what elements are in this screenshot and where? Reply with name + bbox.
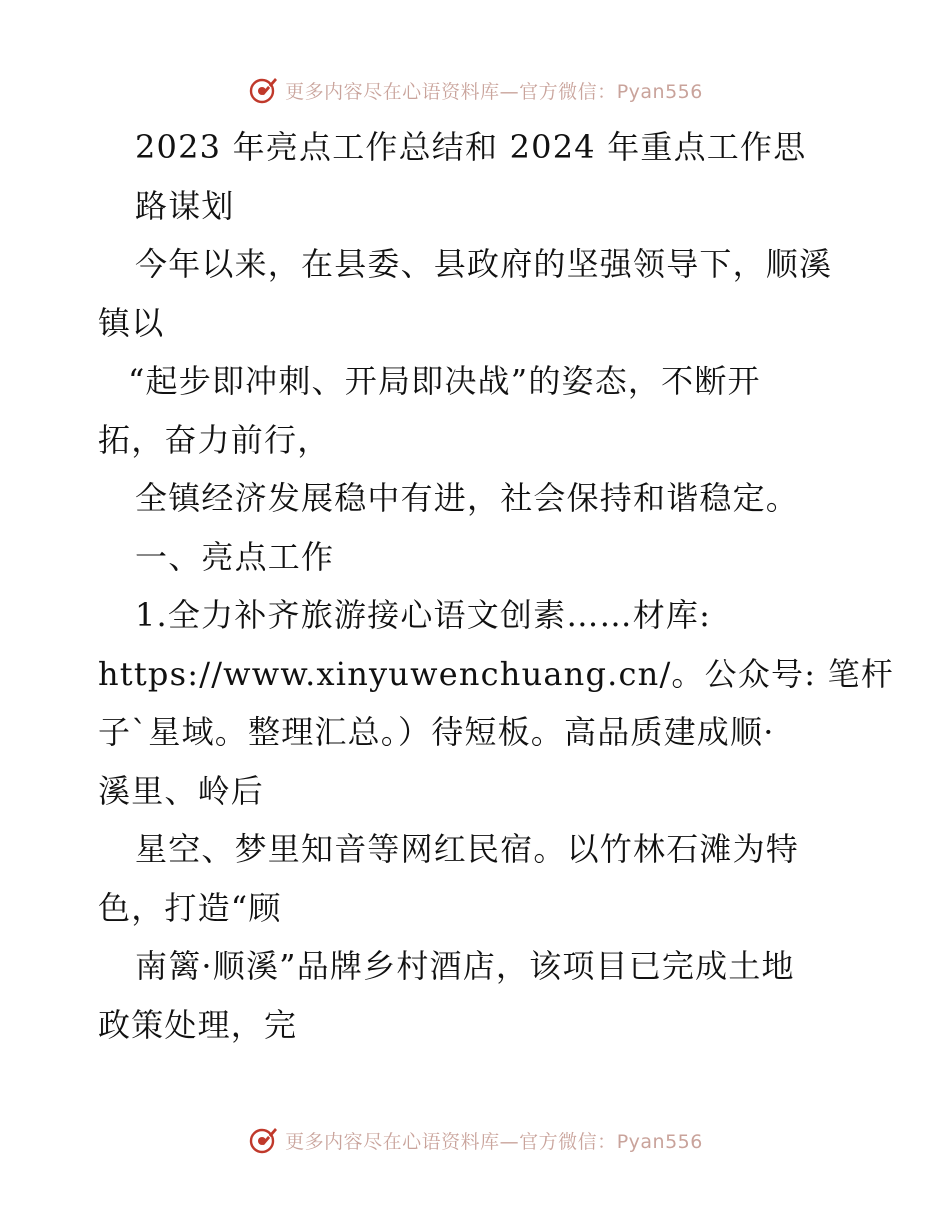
paragraph-line: 色，打造“顾 xyxy=(98,888,282,927)
paragraph-line: 南篱·顺溪”品牌乡村酒店，该项目已完成土地 xyxy=(135,947,795,985)
paragraph-line: 子`星域。整理汇总。）待短板。高品质建成顺· xyxy=(98,713,775,751)
watermark-wechat-label: 官方微信： xyxy=(519,80,617,103)
footer-watermark xyxy=(0,1120,950,1160)
paragraph-line: 全镇经济发展稳中有进，社会保持和谐稳定。 xyxy=(135,479,800,517)
watermark-separator: — xyxy=(499,80,520,103)
watermark-slogan: 更多内容尽在心语资料库 xyxy=(285,80,500,103)
watermark-text xyxy=(285,1127,703,1154)
paragraph-line: 拓，奋力前行， xyxy=(98,420,331,459)
quill-circle-logo-icon xyxy=(247,1124,279,1156)
title-line-2: 路谋划 xyxy=(135,186,235,225)
paragraph-line: 政策处理，完 xyxy=(98,1005,298,1044)
paragraph-line: 镇以 xyxy=(98,303,165,342)
watermark-text xyxy=(285,77,703,104)
header-watermark xyxy=(0,70,950,110)
document-body xyxy=(98,118,894,1054)
paragraph-line: 今年以来，在县委、县政府的坚强领导下，顺溪 xyxy=(135,245,833,283)
watermark-separator: — xyxy=(499,1130,520,1153)
watermark-wechat-label: 官方微信： xyxy=(519,1130,617,1153)
paragraph-line: “起步即冲刺、开局即决战”的姿态，不断开 xyxy=(128,362,761,400)
section-heading: 一、亮点工作 xyxy=(135,537,335,576)
paragraph-line: 星空、梦里知音等网红民宿。以竹林石滩为特 xyxy=(135,830,800,868)
paragraph-line: 溪里、岭后 xyxy=(98,771,265,810)
watermark-slogan: 更多内容尽在心语资料库 xyxy=(285,1130,500,1153)
quill-circle-logo-icon xyxy=(247,74,279,106)
paragraph-line: 1.全力补齐旅游接心语文创素……材库: xyxy=(135,596,712,634)
title-line-1: 2023 年亮点工作总结和 2024 年重点工作思 xyxy=(135,128,807,166)
watermark-wechat-id: Pyan556 xyxy=(616,80,703,103)
watermark-wechat-id: Pyan556 xyxy=(616,1130,703,1153)
url-line: https://www.xinyuwenchuang.cn/。公众号: 笔杆 xyxy=(98,654,894,693)
